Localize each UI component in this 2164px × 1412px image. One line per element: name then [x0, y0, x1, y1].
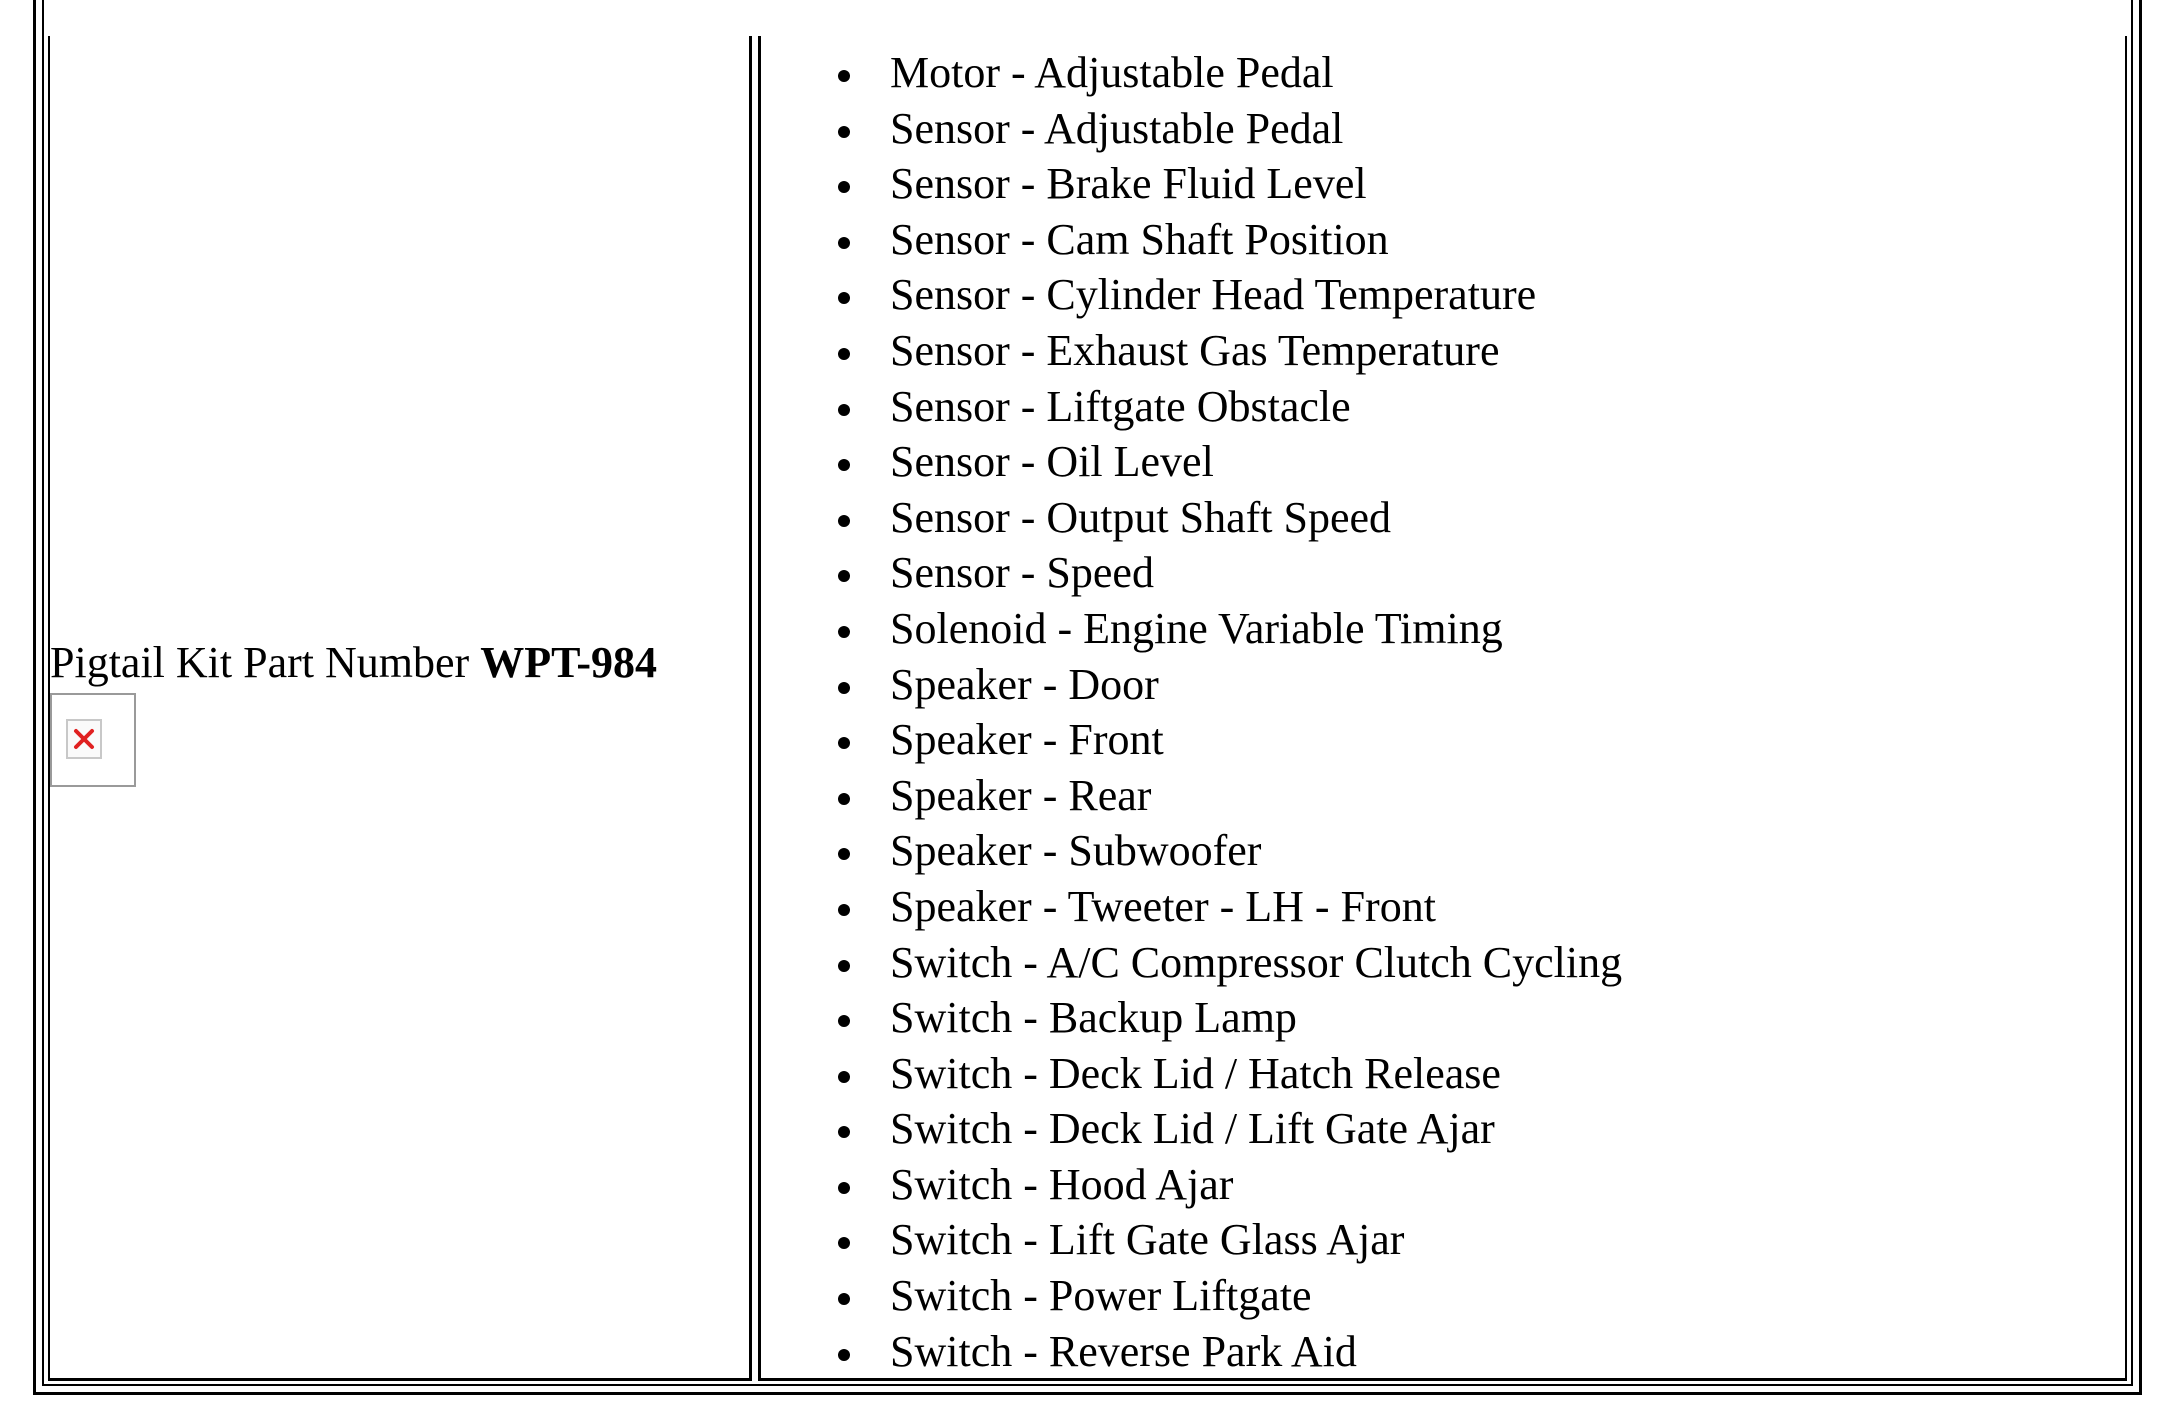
bullet-icon: [838, 960, 850, 972]
bullet-icon: [838, 904, 850, 916]
list-item: [838, 1324, 1622, 1380]
bullet-icon: [838, 515, 850, 527]
bullet-icon: [838, 348, 850, 360]
bullet-icon: [838, 570, 850, 582]
list-item: [838, 1101, 1622, 1157]
list-item-text: Sensor - Oil Level: [890, 437, 1214, 487]
list-item-text: Sensor - Speed: [890, 548, 1154, 598]
list-item: [838, 545, 1622, 601]
list-item: [838, 267, 1622, 323]
bullet-icon: [838, 1126, 850, 1138]
list-item: [838, 434, 1622, 490]
list-item-text: Solenoid - Engine Variable Timing: [890, 603, 1503, 653]
parts-list: [838, 45, 1622, 1379]
bullet-icon: [838, 237, 850, 249]
broken-image-icon: [50, 693, 136, 787]
list-item: [838, 990, 1622, 1046]
list-item-text: Switch - Deck Lid / Lift Gate Ajar: [890, 1104, 1495, 1154]
list-item-text: Switch - Reverse Park Aid: [890, 1326, 1357, 1376]
list-item: [838, 156, 1622, 212]
bullet-icon: [838, 793, 850, 805]
bullet-icon: [838, 848, 850, 860]
list-item-text: Sensor - Brake Fluid Level: [890, 159, 1367, 209]
bullet-icon: [838, 181, 850, 193]
list-item-text: Switch - Lift Gate Glass Ajar: [890, 1215, 1405, 1265]
list-item: [838, 1046, 1622, 1102]
list-item: [838, 212, 1622, 268]
bullet-icon: [838, 1015, 850, 1027]
list-item-text: Speaker - Front: [890, 715, 1164, 765]
list-item-text: Sensor - Liftgate Obstacle: [890, 381, 1351, 431]
list-item-text: Speaker - Subwoofer: [890, 826, 1262, 876]
list-item-text: Switch - Hood Ajar: [890, 1159, 1234, 1209]
list-item: [838, 45, 1622, 101]
bullet-icon: [838, 682, 850, 694]
list-item: [838, 1157, 1622, 1213]
list-item-text: Speaker - Tweeter - LH - Front: [890, 881, 1436, 931]
bullet-icon: [838, 1071, 850, 1083]
bullet-icon: [838, 737, 850, 749]
list-item: [838, 1268, 1622, 1324]
list-item: [838, 601, 1622, 657]
bullet-icon: [838, 459, 850, 471]
list-item-text: Speaker - Rear: [890, 770, 1152, 820]
list-item: [838, 768, 1622, 824]
list-item: [838, 657, 1622, 713]
list-item-text: Switch - Backup Lamp: [890, 993, 1297, 1043]
bullet-icon: [838, 1237, 850, 1249]
part-number-value: WPT-984: [480, 638, 658, 687]
bullet-icon: [838, 1182, 850, 1194]
list-item: [838, 935, 1622, 991]
part-number-block: [50, 635, 750, 691]
bullet-icon: [838, 1349, 850, 1361]
list-item: [838, 712, 1622, 768]
bullet-icon: [838, 1293, 850, 1305]
list-item-text: Sensor - Cylinder Head Temperature: [890, 270, 1537, 320]
part-number-label: Pigtail Kit Part Number: [50, 638, 481, 687]
list-item-text: Sensor - Exhaust Gas Temperature: [890, 325, 1500, 375]
bullet-icon: [838, 292, 850, 304]
list-item-text: Motor - Adjustable Pedal: [890, 48, 1334, 97]
list-item: [838, 323, 1622, 379]
list-item-text: Switch - Power Liftgate: [890, 1271, 1312, 1321]
part-number-line: [50, 635, 750, 691]
list-item: [838, 490, 1622, 546]
bullet-icon: [838, 126, 850, 138]
bullet-icon: [838, 626, 850, 638]
list-item: [838, 379, 1622, 435]
list-item: [838, 101, 1622, 157]
list-item-text: Sensor - Adjustable Pedal: [890, 103, 1344, 153]
list-item-text: Speaker - Door: [890, 659, 1159, 709]
list-item-text: Switch - Deck Lid / Hatch Release: [890, 1048, 1501, 1098]
list-item: [838, 879, 1622, 935]
list-item: [838, 823, 1622, 879]
bullet-icon: [838, 404, 850, 416]
list-item-text: Switch - A/C Compressor Clutch Cycling: [890, 937, 1623, 987]
list-item-text: Sensor - Output Shaft Speed: [890, 492, 1392, 542]
list-item: [838, 1212, 1622, 1268]
bullet-icon: [838, 70, 850, 82]
list-item-text: Sensor - Cam Shaft Position: [890, 214, 1389, 264]
part-number-cell: [48, 36, 752, 1381]
